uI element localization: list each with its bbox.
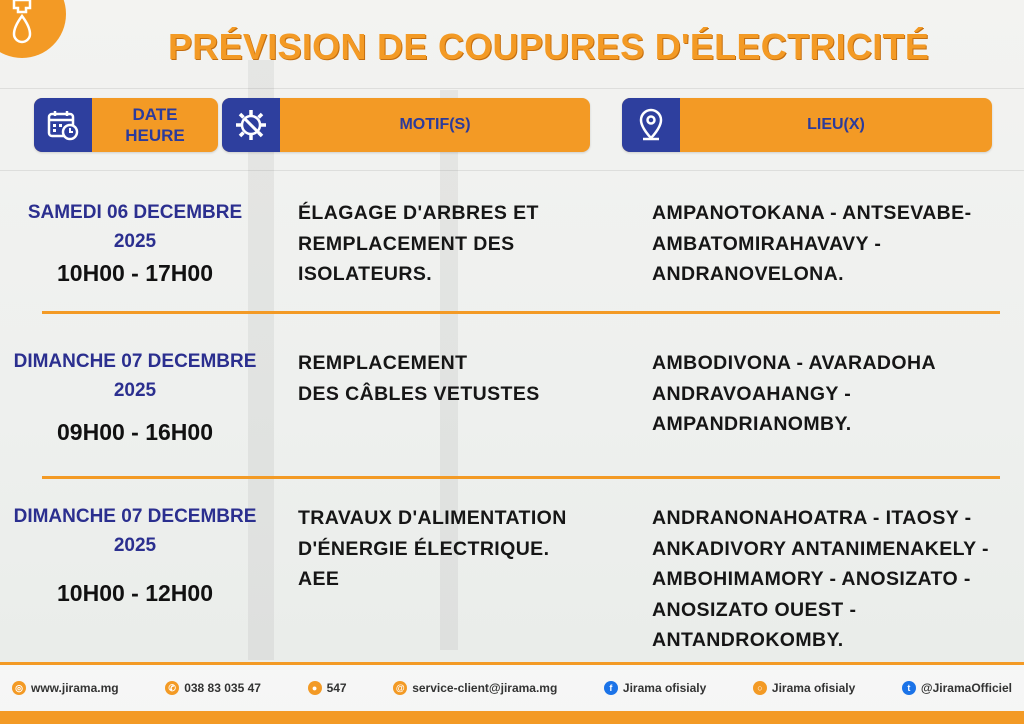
header-lieu <box>622 98 992 152</box>
gear-wrench-icon <box>222 98 280 152</box>
row-3-lieu-line: ANKADIVORY ANTANIMENAKELY - <box>652 537 989 560</box>
row-3-lieu-line: ANDRANONAHOATRA - ITAOSY - <box>652 507 972 529</box>
water-electricity-icon <box>8 0 48 44</box>
header-date-line2: HEURE <box>125 126 185 145</box>
row-3-motif-line: TRAVAUX D'ALIMENTATION <box>298 507 567 529</box>
row-2-time: 09H00 - 16H00 <box>57 419 213 445</box>
footer-website-text: www.jirama.mg <box>31 681 119 695</box>
row-1-lieu-line: AMPANOTOKANA - ANTSEVABE- <box>652 202 972 224</box>
row-1-day: SAMEDI 06 DECEMBRE <box>27 202 243 223</box>
background-wire <box>0 88 1024 89</box>
row-3-lieu-line: ANTANDROKOMBY. <box>652 629 844 651</box>
row-3-time: 10H00 - 12H00 <box>57 580 213 606</box>
row-1-year: 2025 <box>113 231 157 252</box>
row-2-motif <box>298 348 540 409</box>
row-divider <box>42 476 1000 479</box>
background-wire <box>0 170 1024 171</box>
row-3-motif <box>298 503 567 595</box>
footer-email-text: service-client@jirama.mg <box>412 681 558 695</box>
row-2-date <box>0 347 270 447</box>
phone-icon: ✆ <box>165 681 179 695</box>
footer-website[interactable] <box>12 681 119 695</box>
row-2-lieu-line: AMBODIVONA - AVARADOHA <box>652 352 936 374</box>
row-2-lieu-line: AMPANDRIANOMBY. <box>652 413 852 435</box>
footer-twitter-text: @JiramaOfficiel <box>920 681 1012 695</box>
footer-email[interactable] <box>393 681 557 695</box>
page-title: PRÉVISION DE COUPURES D'ÉLECTRICITÉ <box>168 26 930 67</box>
footer-instagram-text: Jirama ofisialy <box>771 681 856 695</box>
twitter-icon: t <box>902 681 916 695</box>
row-1-lieu-line: AMBATOMIRAHAVAVY - <box>652 232 882 255</box>
row-2-day: DIMANCHE 07 DECEMBRE <box>13 351 257 372</box>
footer-facebook-text: Jirama ofisialy <box>622 681 707 695</box>
row-3-date <box>0 502 270 608</box>
footer-facebook[interactable] <box>604 681 706 695</box>
instagram-icon: ○ <box>753 681 767 695</box>
header-motif-label: MOTIF(S) <box>399 116 471 133</box>
footer-twitter[interactable] <box>902 681 1012 695</box>
row-3-motif-line: D'ÉNERGIE ÉLECTRIQUE. <box>298 537 550 560</box>
row-3-day: DIMANCHE 07 DECEMBRE <box>13 506 257 527</box>
header-motif <box>222 98 590 152</box>
footer-phone-text: 038 83 035 47 <box>184 681 261 695</box>
header-lieu-label: LIEU(X) <box>807 116 865 133</box>
row-2-lieu <box>652 348 936 440</box>
header-date-label <box>92 104 218 146</box>
row-1-lieu-line: ANDRANOVELONA. <box>652 263 844 285</box>
row-1-date <box>0 198 270 288</box>
calendar-clock-icon <box>34 98 92 152</box>
footer-short-number[interactable] <box>308 681 347 695</box>
row-3-lieu-line: ANOSIZATO OUEST - <box>652 598 857 621</box>
row-3-motif-line: AEE <box>298 568 340 590</box>
row-3-lieu <box>652 503 989 656</box>
headset-icon: ● <box>308 681 322 695</box>
footer-instagram[interactable] <box>753 681 855 695</box>
row-1-time: 10H00 - 17H00 <box>57 260 213 286</box>
row-2-motif-line: REMPLACEMENT <box>298 352 468 374</box>
row-1-motif-line: REMPLACEMENT DES <box>298 232 515 255</box>
row-1-motif <box>298 198 539 290</box>
footer-short-number-text: 547 <box>326 681 347 695</box>
row-3-year: 2025 <box>113 535 157 556</box>
row-1-motif-line: ÉLAGAGE D'ARBRES ET <box>298 202 539 224</box>
row-2-motif-line: DES CÂBLES VETUSTES <box>298 382 540 405</box>
footer <box>0 665 1024 711</box>
header-date <box>34 98 218 152</box>
row-2-lieu-line: ANDRAVOAHANGY - <box>652 382 852 405</box>
footer-phone[interactable] <box>165 681 261 695</box>
jirama-logo <box>0 0 66 58</box>
at-icon: @ <box>393 681 407 695</box>
row-divider <box>42 311 1000 314</box>
globe-icon: ◎ <box>12 681 26 695</box>
row-1-motif-line: ISOLATEURS. <box>298 263 433 285</box>
row-2-year: 2025 <box>113 380 157 401</box>
facebook-icon: f <box>604 681 618 695</box>
footer-accent-bar <box>0 711 1024 724</box>
header-date-line1: DATE <box>132 105 178 124</box>
row-1-lieu <box>652 198 971 290</box>
row-3-lieu-line: AMBOHIMAMORY - ANOSIZATO - <box>652 568 971 590</box>
location-pin-icon <box>622 98 680 152</box>
